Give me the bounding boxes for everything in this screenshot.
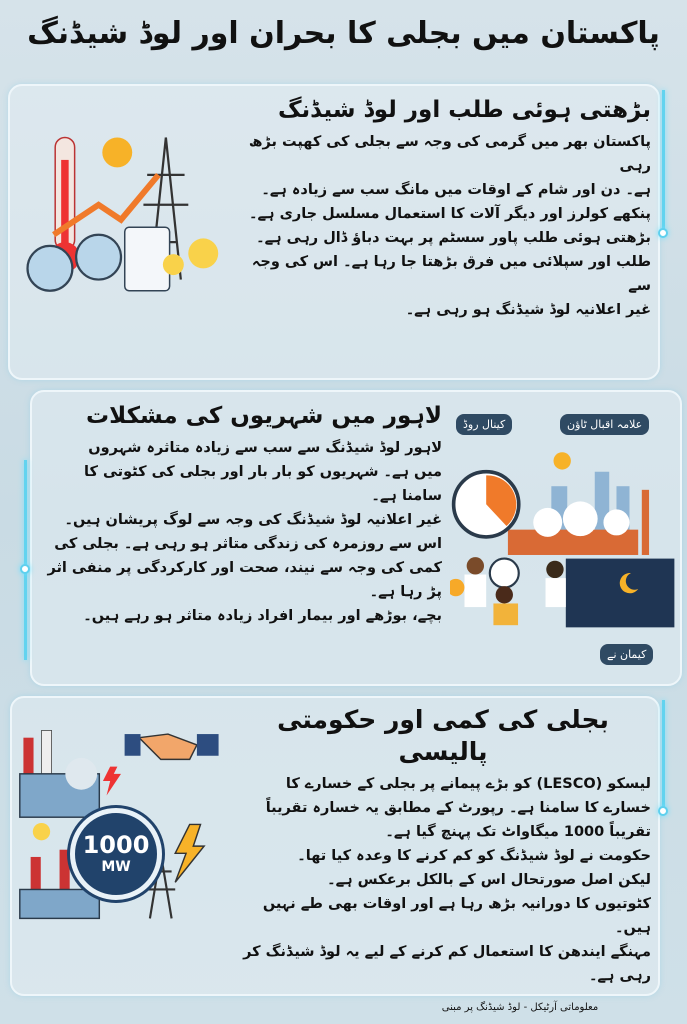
air-cooler-icon — [125, 227, 170, 291]
paragraph-line: غیر اعلانیہ لوڈ شیڈنگ کی وجہ سے لوگ پریشان ہیں۔ — [64, 512, 442, 528]
paragraph-line: کمی کی وجہ سے نیند، صحت اور کارکردگی پر منفی اثر پڑ رہا ہے۔ — [47, 560, 442, 600]
power-plant-icon — [20, 730, 100, 817]
clock-icon — [454, 472, 519, 588]
accent-line — [662, 90, 665, 230]
paragraph-line: کٹوتیوں کا دورانیہ بڑھ رہا ہے اور اوقات بھی طے نہیں ہیں۔ — [262, 896, 651, 936]
paragraph-line: پنکھے کولرز اور دیگر آلات کا استعمال مسلسل جاری ہے۔ — [249, 206, 651, 222]
paragraph-line: لیکن اصل صورتحال اس کے بالکل برعکس ہے۔ — [327, 872, 651, 888]
paragraph-line: لاہور لوڈ شیڈنگ سے سب سے زیادہ متاثرہ شہروں — [88, 440, 442, 456]
section-demand-text — [235, 94, 651, 322]
capacity-badge — [70, 808, 162, 900]
capacity-unit: MW — [101, 859, 131, 875]
paragraph-line: غیر اعلانیہ لوڈ شیڈنگ ہو رہی ہے۔ — [405, 302, 651, 318]
handshake-icon — [125, 734, 219, 759]
paragraph-line: لیسکو (LESCO) کو بڑے پیمانے پر بجلی کے خسارے کا — [285, 776, 651, 792]
accent-line — [24, 460, 27, 660]
lightning-icon — [175, 824, 204, 882]
paragraph-line: اس سے روزمرہ کی زندگی متاثر ہو رہی ہے۔ بجلی کی — [54, 536, 442, 552]
capacity-value: 1000 — [82, 831, 150, 859]
section-lahore-text — [42, 400, 442, 628]
section-policy-text — [235, 704, 651, 988]
label-canal-road: کینال روڈ — [456, 414, 512, 435]
paragraph-line: ہے۔ دن اور شام کے اوقات میں مانگ سب سے زیادہ ہے۔ — [261, 182, 651, 198]
section-heading: بڑھتی ہوئی طلب اور لوڈ شیڈنگ — [278, 97, 651, 123]
page-title: پاکستان میں بجلی کا بحران اور لوڈ شیڈنگ — [27, 16, 660, 51]
paragraph-line: خسارے کا سامنا ہے۔ رپورٹ کے مطابق یہ خسارہ تقریباً — [265, 800, 651, 816]
label-allama-iqbal-town: علامہ اقبال ٹاؤن — [560, 414, 649, 435]
lightning-icon — [103, 767, 121, 796]
paragraph-line: تقریباً 1000 میگاواٹ تک پہنچ گیا ہے۔ — [385, 824, 651, 840]
accent-dot — [658, 806, 668, 816]
paragraph-line: مہنگے ایندھن کا استعمال کم کرنے کے لیے یہ لوڈ شیڈنگ کر رہی ہے۔ — [243, 944, 651, 984]
lightbulb-icon — [163, 238, 218, 275]
sun-icon — [554, 452, 571, 469]
warning-icon — [450, 579, 464, 596]
accent-line — [662, 700, 665, 810]
paragraph-line: پاکستان بھر میں گرمی کی وجہ سے بجلی کی کھپت بڑھ رہی — [248, 134, 651, 174]
paragraph-line: طلب اور سپلائی میں فرق بڑھتا جا رہا ہے۔ اس کی وجہ سے — [251, 254, 651, 294]
section-heading: لاہور میں شہریوں کی مشکلات — [86, 403, 442, 429]
accent-dot — [20, 564, 30, 574]
section-heading: بجلی کی کمی اور حکومتی پالیسی — [277, 705, 609, 766]
sun-icon — [102, 137, 132, 167]
lahore-illustration — [450, 450, 678, 631]
paragraph-line: میں ہے۔ شہریوں کو بار بار اور بجلی کی کٹوتی کا سامنا ہے۔ — [84, 464, 442, 504]
paragraph-line: بڑھتی ہوئی طلب پاور سسٹم پر بہت دباؤ ڈال رہی ہے۔ — [256, 230, 651, 246]
night-window-icon — [566, 559, 675, 628]
footer-note: معلوماتی آرٹیکل - لوڈ شیڈنگ پر مبنی — [441, 1002, 599, 1013]
accent-dot — [658, 228, 668, 238]
paragraph-line: بچے، بوڑھے اور بیمار افراد زیادہ متاثر ہو رہے ہیں۔ — [83, 608, 442, 624]
lightbulb-icon — [33, 823, 50, 840]
paragraph-line: حکومت نے لوڈ شیڈنگ کو کم کرنے کا وعدہ کیا تھا۔ — [297, 848, 651, 864]
demand-illustration — [16, 130, 226, 302]
label-night: کیمان نے — [600, 644, 653, 665]
